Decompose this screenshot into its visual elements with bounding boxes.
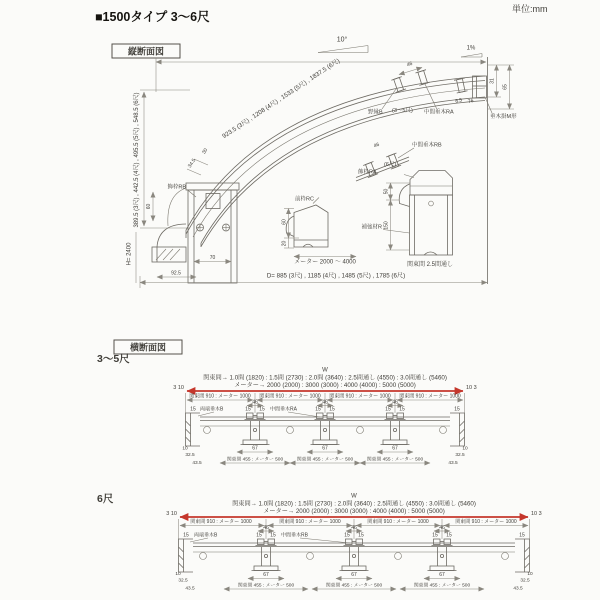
pitch-dim: 関東間 455 : メーター 500 bbox=[237, 583, 295, 589]
width-symbol: W bbox=[351, 493, 357, 500]
dim-15: 15 bbox=[385, 406, 391, 413]
maewaku-rc-label: 前枠RC bbox=[295, 196, 314, 203]
end-rafter-label: 両端垂木B bbox=[200, 406, 224, 413]
dim-150: 150 bbox=[383, 221, 390, 230]
dim-50: 50 bbox=[383, 188, 390, 195]
drawing-b-label: 6尺 bbox=[97, 493, 114, 505]
dim-10: 10 bbox=[462, 446, 468, 452]
dim-15: 15 bbox=[245, 406, 251, 413]
dim-20: 20 bbox=[281, 240, 288, 247]
left-endcap bbox=[186, 413, 201, 446]
dim-43-5: 43.5 bbox=[513, 586, 523, 592]
cross-drawing-6 bbox=[97, 493, 542, 592]
end-rafter-leader bbox=[190, 538, 208, 542]
cross-section-label: 横断面図 bbox=[129, 342, 167, 353]
dim-46: 46 bbox=[351, 525, 357, 531]
dim-8-5: 8.5 bbox=[454, 97, 463, 105]
kanto-span-note: 関東間 2.5間通し bbox=[406, 262, 454, 268]
dim-67: 67 bbox=[392, 445, 398, 452]
dim-67: 67 bbox=[351, 572, 357, 578]
page-title: ■1500タイプ 3〜6尺 bbox=[95, 10, 210, 24]
size-range-b-label: (6尺) bbox=[384, 162, 397, 168]
tarukikake-label: 垂木掛M形 bbox=[490, 114, 517, 120]
dim-46: 46 bbox=[263, 525, 269, 531]
rafter-assembly bbox=[340, 539, 369, 571]
rafter-assembly bbox=[311, 413, 340, 445]
kazariwaku-ra-label: 飾枠RA bbox=[358, 169, 377, 176]
dim-15: 15 bbox=[432, 532, 438, 539]
dim-46: 46 bbox=[252, 399, 258, 406]
mid-rafter-label: 中間垂木RB bbox=[281, 532, 308, 539]
dim-15: 15 bbox=[358, 532, 364, 539]
dim-43-5: 43.5 bbox=[448, 461, 458, 466]
dim-32-5: 32.5 bbox=[178, 578, 188, 584]
corner-dim-left: 3 10 bbox=[166, 511, 177, 517]
drawing-a-label: 3〜5尺 bbox=[97, 353, 130, 365]
dim-32-5: 32.5 bbox=[455, 453, 465, 458]
chukan-taruki-rb-label: 中間垂木RB bbox=[412, 142, 442, 149]
hokyozai-detail bbox=[383, 171, 453, 256]
pitch-dim: 関東間 455 : メーター 500 bbox=[226, 457, 284, 463]
rafter-assembly bbox=[241, 413, 270, 445]
segment-dim: 関東間 910 : メーター 1000 bbox=[455, 519, 517, 525]
dim-10: 10 bbox=[182, 446, 188, 452]
slope-wedge-10deg bbox=[318, 46, 368, 53]
dim-31: 31 bbox=[489, 78, 496, 84]
dim-65: 65 bbox=[502, 84, 509, 90]
mid-rafter-leader bbox=[300, 538, 350, 543]
dim-92-5: 92.5 bbox=[171, 270, 181, 277]
segment-dim: 関東間 910 : メーター 1000 bbox=[279, 519, 341, 525]
dim-15: 15 bbox=[315, 406, 321, 413]
corner-dim-right: 10 3 bbox=[531, 511, 542, 517]
depth-dim: D= 885 (3尺) , 1185 (4尺) , 1485 (5尺) , 1785 (6尺) bbox=[266, 272, 406, 280]
dim-15: 15 bbox=[183, 532, 189, 539]
dim-30: 30 bbox=[201, 147, 210, 156]
segment-dim: 関東間 910 : メーター 1000 bbox=[329, 393, 391, 400]
rafter-assembly bbox=[381, 413, 410, 445]
module-header-1: 関東間→ 1.0間 (1820) : 1.5間 (2730) : 2.0間 (3640) : 2.5間通し (4550) : 3.0間通し (5460) bbox=[203, 374, 447, 382]
dim-32-5: 32.5 bbox=[520, 578, 530, 584]
pitch-dim: 関東間 455 : メーター 500 bbox=[325, 583, 383, 589]
size-range-a-label: (3〜5尺) bbox=[392, 108, 413, 114]
dim-15: 15 bbox=[519, 532, 525, 539]
end-rafter-label: 両端垂木B bbox=[194, 532, 218, 539]
mid-rafter-leader bbox=[288, 412, 320, 417]
slope-label: 1% bbox=[466, 45, 476, 52]
rafter-assembly bbox=[428, 539, 457, 571]
dim-67: 67 bbox=[263, 572, 269, 578]
dim-10: 10 bbox=[175, 572, 181, 577]
segment-dim: 関東間 910 : メーター 1000 bbox=[259, 393, 321, 400]
hokyozai-r-label: 補強材R bbox=[361, 224, 382, 231]
dim-34-5: 34.5 bbox=[186, 157, 198, 170]
meter-range-note: メーター 2000 〜 4000 bbox=[294, 259, 356, 266]
module-header-1: 関東間→ 1.0間 (1820) : 1.5間 (2730) : 2.0間 (3640) : 2.5間通し (4550) : 3.0間通し (5460) bbox=[232, 500, 476, 508]
segment-dim: 関東間 910 : メーター 1000 bbox=[399, 393, 461, 400]
cross-drawing-3to5 bbox=[97, 353, 477, 466]
chukan-taruki-ra-label: 中間垂木RA bbox=[424, 109, 454, 116]
dim-43-5: 43.5 bbox=[185, 586, 195, 592]
dim-60-bracket: 60 bbox=[146, 203, 152, 210]
maewaku-rc-detail bbox=[281, 198, 356, 257]
segment-dim: 関東間 910 : メーター 1000 bbox=[367, 519, 429, 525]
end-rafter-leader bbox=[198, 412, 214, 416]
dim-15: 15 bbox=[344, 532, 350, 539]
left-rise-dim: 389.5 (3尺) , 442.5 (4尺) , 495.5 (5尺) , 548.5 (6尺) bbox=[134, 92, 140, 228]
nobuchi-b-label: 野縁B bbox=[368, 109, 383, 116]
dim-46-b: 46 bbox=[372, 141, 381, 150]
dim-76: 76 bbox=[467, 98, 475, 106]
pitch-dim: 関東間 455 : メーター 500 bbox=[366, 457, 424, 463]
module-header-2: メーター→ 2000 (2000) : 3000 (3000) : 4000 (4000) : 5000 (5000) bbox=[234, 382, 416, 389]
dim-10: 10 bbox=[527, 572, 533, 577]
module-header-2: メーター→ 2000 (2000) : 3000 (3000) : 4000 (4000) : 5000 (5000) bbox=[263, 508, 445, 515]
segment-dim: 関東間 910 : メーター 1000 bbox=[190, 519, 252, 525]
dim-67: 67 bbox=[252, 445, 258, 452]
dim-46-a: 46 bbox=[406, 60, 414, 69]
angle-label: 10° bbox=[336, 36, 348, 44]
vertical-section-label: 縦断面図 bbox=[127, 46, 165, 57]
dim-15: 15 bbox=[454, 406, 460, 413]
left-endcap bbox=[179, 539, 194, 572]
dim-46: 46 bbox=[439, 525, 445, 531]
corner-dim-left: 3 10 bbox=[173, 385, 184, 391]
right-endcap bbox=[515, 539, 530, 572]
slope-wedge-1pct bbox=[461, 54, 482, 58]
dim-43-5: 43.5 bbox=[192, 461, 202, 466]
dim-15: 15 bbox=[190, 406, 196, 413]
pitch-dim: 関東間 455 : メーター 500 bbox=[413, 583, 471, 589]
segment-dim: 関東間 910 : メーター 1000 bbox=[189, 393, 251, 400]
dim-46: 46 bbox=[392, 399, 398, 406]
dim-67: 67 bbox=[322, 445, 328, 452]
dim-15: 15 bbox=[259, 406, 265, 413]
vertical-section bbox=[112, 36, 517, 289]
right-endcap bbox=[450, 413, 465, 446]
dim-70: 70 bbox=[209, 255, 216, 261]
unit-label: 単位:mm bbox=[512, 4, 548, 14]
dim-46: 46 bbox=[322, 399, 328, 406]
dim-15: 15 bbox=[399, 406, 405, 413]
height-dim: H= 2400 bbox=[126, 242, 133, 266]
cross-section bbox=[97, 340, 542, 592]
dim-60-front: 60 bbox=[281, 219, 288, 225]
dim-15: 15 bbox=[256, 532, 262, 539]
width-symbol: W bbox=[322, 367, 328, 374]
dim-15: 15 bbox=[329, 406, 335, 413]
dim-32-5: 32.5 bbox=[185, 453, 195, 458]
rafter-assembly bbox=[252, 539, 281, 571]
kazariwaku-rb-label: 飾枠RB bbox=[167, 184, 186, 191]
pitch-dim: 関東間 455 : メーター 500 bbox=[296, 457, 354, 463]
dim-15: 15 bbox=[446, 532, 452, 539]
mid-rafter-label: 中間垂木RA bbox=[270, 406, 297, 413]
corner-dim-right: 10 3 bbox=[466, 385, 477, 391]
arc-length-dim: 923.5 (3尺) , 1208 (4尺) , 1533 (5尺) , 1837.5 (6尺) bbox=[221, 57, 342, 141]
dim-15: 15 bbox=[270, 532, 276, 539]
dim-67: 67 bbox=[439, 572, 445, 578]
